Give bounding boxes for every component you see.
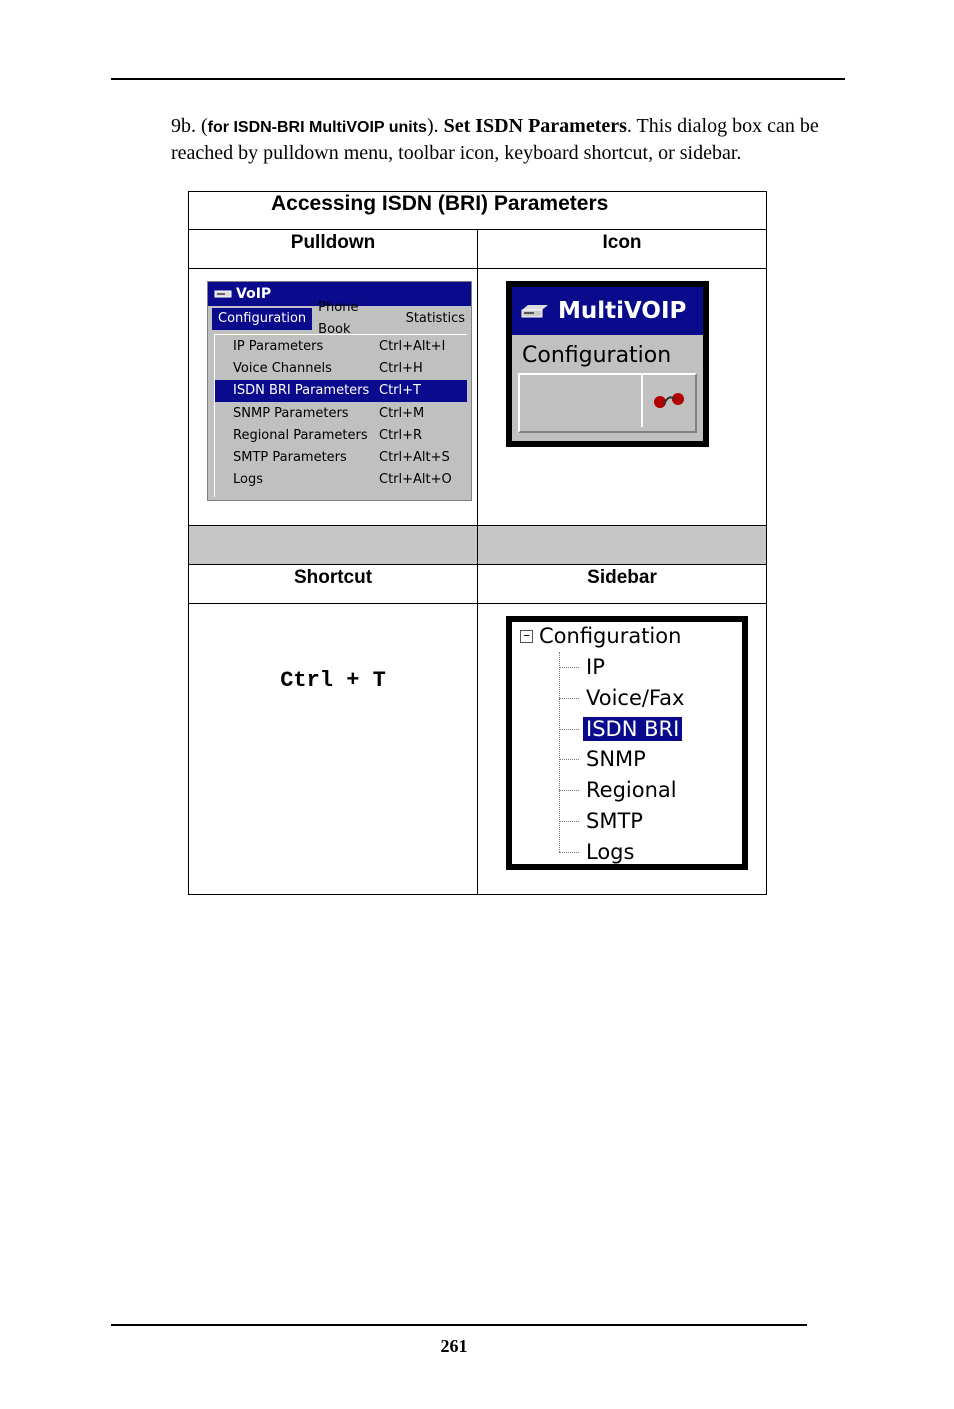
tree-node-label: ISDN BRI — [583, 717, 682, 741]
table-caption: Accessing ISDN (BRI) Parameters — [189, 192, 767, 230]
toolbar — [518, 373, 697, 433]
menu-title: VoIP — [236, 286, 272, 302]
menu-item-shortcut: Ctrl+Alt+S — [379, 450, 450, 466]
header-sidebar: Sidebar — [478, 565, 767, 604]
isdn-telephone-icon — [652, 390, 686, 412]
menu-item-ip-parameters[interactable] — [215, 335, 467, 357]
shortcut-cell — [189, 604, 478, 895]
menu-item-shortcut: Ctrl+R — [379, 427, 423, 443]
multivoip-device-icon — [520, 302, 550, 320]
menu-bar — [208, 300, 471, 337]
tree-node-label: Regional — [586, 778, 677, 802]
icon-cell — [478, 269, 767, 526]
tree-node-isdn-bri[interactable] — [559, 714, 682, 744]
intro-step: 9b. ( — [171, 115, 208, 137]
multivoip-device-icon — [214, 289, 232, 299]
menu-item-label: IP Parameters — [233, 338, 324, 354]
tree-root-label: Configuration — [539, 624, 682, 648]
tree-node-smtp[interactable] — [559, 806, 646, 836]
tree-node-label: SNMP — [586, 747, 646, 771]
page-number: 261 — [440, 1336, 468, 1356]
menu-item-shortcut: Ctrl+Alt+I — [379, 338, 446, 354]
header-rule — [111, 78, 845, 80]
menu-item-shortcut: Ctrl+T — [379, 383, 421, 399]
menu-item-voice-channels[interactable] — [215, 357, 467, 379]
header-icon: Icon — [478, 230, 767, 269]
menu-item-smtp-parameters[interactable] — [215, 446, 467, 468]
menu-statistics[interactable]: Statistics — [405, 311, 465, 326]
tree-node-label: Voice/Fax — [586, 686, 685, 710]
tree-root-configuration[interactable] — [520, 624, 681, 648]
intro-paragraph — [171, 114, 851, 166]
tree-node-logs[interactable] — [559, 837, 637, 867]
multivoip-title: MultiVOIP — [558, 298, 687, 324]
menu-item-label: Regional Parameters — [233, 427, 368, 443]
tree-node-ip[interactable] — [559, 652, 608, 682]
footer-rule — [111, 1324, 807, 1326]
intro-sep: ). — [426, 115, 444, 137]
sidebar-tree — [506, 616, 748, 870]
tree-node-regional[interactable] — [559, 775, 680, 805]
tree-node-label: IP — [586, 655, 605, 679]
pulldown-cell — [189, 269, 478, 526]
menu-item-snmp-parameters[interactable] — [215, 402, 467, 424]
gray-spacer-right — [478, 526, 767, 565]
gray-spacer-left — [189, 526, 478, 565]
header-pulldown: Pulldown — [189, 230, 478, 269]
menu-configuration[interactable]: Configuration — [212, 308, 312, 330]
keyboard-shortcut: Ctrl + T — [280, 668, 386, 693]
menu-item-isdn-bri-parameters[interactable] — [215, 380, 467, 402]
intro-text: . This dialog box can be reached by pulldown menu, toolbar icon, keyboard shortcut, or sidebar. — [171, 115, 819, 164]
menu-phone-book[interactable]: Phone Book — [318, 300, 359, 337]
header-shortcut: Shortcut — [189, 565, 478, 604]
access-table — [188, 191, 767, 895]
multivoip-title-bar — [512, 287, 703, 335]
intro-action: Set ISDN Parameters — [443, 115, 627, 137]
menu-item-shortcut: Ctrl+H — [379, 360, 423, 376]
menu-item-label: SMTP Parameters — [233, 450, 347, 466]
sidebar-cell — [478, 604, 767, 895]
tree-node-label: Logs — [586, 840, 635, 864]
tree-node-label: SMTP — [586, 809, 643, 833]
menu-item-label: ISDN BRI Parameters — [233, 383, 370, 399]
menu-item-regional-parameters[interactable] — [215, 424, 467, 446]
configuration-label: Configuration — [522, 343, 672, 368]
pulldown-menu — [207, 281, 472, 501]
menu-item-logs[interactable] — [215, 469, 467, 491]
menu-item-label: Logs — [233, 472, 263, 488]
collapse-icon[interactable]: − — [520, 630, 533, 643]
intro-unit-note: for ISDN-BRI MultiVOIP units — [207, 119, 427, 136]
menu-item-shortcut: Ctrl+Alt+O — [379, 472, 452, 488]
toolbar-icon-panel — [506, 281, 709, 447]
tree-node-snmp[interactable] — [559, 744, 649, 774]
menu-item-label: Voice Channels — [233, 360, 332, 376]
menu-item-label: SNMP Parameters — [233, 405, 349, 421]
isdn-toolbar-button[interactable] — [641, 375, 695, 427]
menu-dropdown — [214, 334, 467, 497]
tree-node-voice-fax[interactable] — [559, 683, 687, 713]
menu-item-shortcut: Ctrl+M — [379, 405, 425, 421]
